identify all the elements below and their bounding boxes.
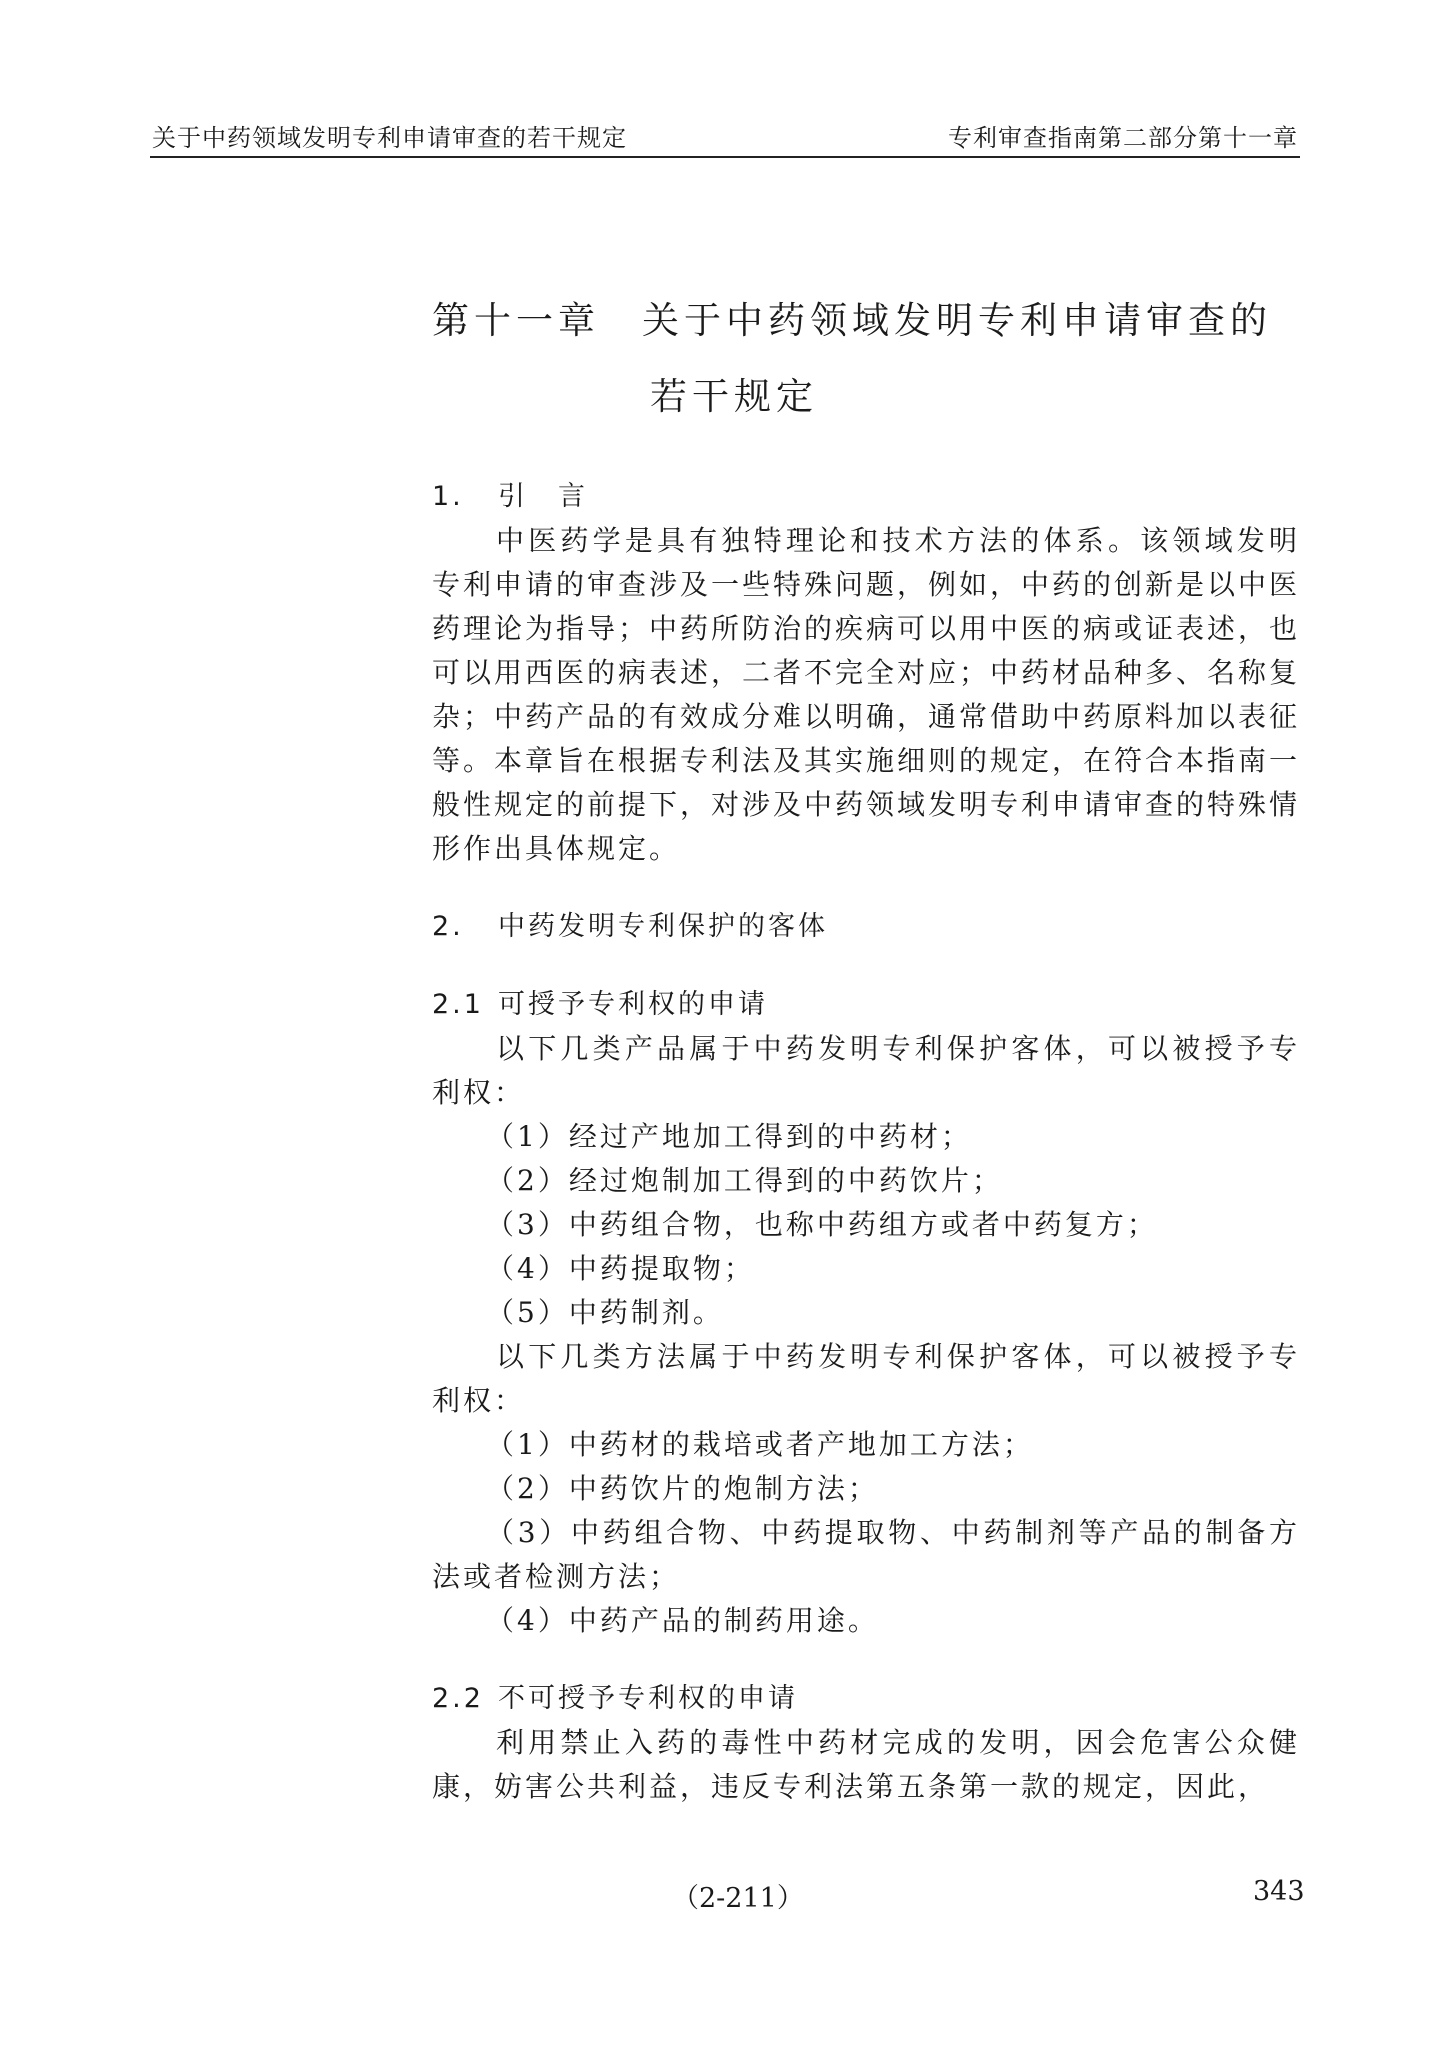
section-2-1-title: 可授予专利权的申请 — [498, 989, 768, 1020]
section-1-paragraph: 中医药学是具有独特理论和技术方法的体系。该领域发明专利申请的审查涉及一些特殊问题，例如，中药的创新是以中医药理论为指导；中药所防治的疾病可以用中医的病或证表述，也可以用西医的病表述，二者不完全对应；中药材品种多、名称复杂；中药产品的有效成分难以明确，通常借助中药原料加以表征等。本章旨在根据专利法及其实施细则的规定，在符合本指南一般性规定的前提下，对涉及中药领域发明专利申请审查的特殊情形作出具体规定。 — [432, 524, 1301, 865]
section-2-2-number: 2.2 — [432, 1683, 484, 1714]
list-item: （3）中药组合物、中药提取物、中药制剂等产品的制备方法或者检测方法； — [432, 1516, 1300, 1593]
list-item: （2）中药饮片的炮制方法； — [486, 1472, 879, 1505]
section-2-1-intro-methods: 以下几类方法属于中药发明专利保护客体，可以被授予专利权： — [432, 1340, 1300, 1417]
section-2-title: 中药发明专利保护的客体 — [498, 911, 828, 942]
section-2-2-title: 不可授予专利权的申请 — [498, 1683, 798, 1714]
header-right-title: 专利审查指南第二部分第十一章 — [948, 124, 1298, 152]
section-2-1-intro-products: 以下几类产品属于中药发明专利保护客体，可以被授予专利权： — [432, 1032, 1300, 1109]
list-item: （5）中药制剂。 — [486, 1296, 724, 1329]
section-2-1-number: 2.1 — [432, 989, 484, 1020]
list-item: （3）中药组合物，也称中药组方或者中药复方； — [486, 1208, 1158, 1241]
body-content — [432, 475, 1300, 1809]
chapter-title-line1 — [432, 290, 1312, 344]
section-2-2-heading — [432, 1677, 1300, 1721]
list-item: （4）中药产品的制药用途。 — [486, 1604, 879, 1637]
chapter-title-line2: 若干规定 — [650, 375, 818, 418]
section-2-number: 2. — [432, 911, 464, 942]
list-item: （4）中药提取物； — [486, 1252, 755, 1285]
chapter-title-text1: 关于中药领域发明专利申请审查的 — [642, 299, 1272, 342]
running-header — [150, 118, 1300, 158]
chapter-number: 第十一章 — [432, 299, 600, 342]
list-item: （2）经过炮制加工得到的中药饮片； — [486, 1164, 1003, 1197]
section-2-heading — [432, 905, 1300, 949]
list-item: （1）经过产地加工得到的中药材； — [486, 1120, 972, 1153]
section-2-1-heading — [432, 983, 1300, 1027]
section-1-number: 1. — [432, 481, 464, 512]
section-2-2-paragraph: 利用禁止入药的毒性中药材完成的发明，因会危害公众健康，妨害公共利益，违反专利法第五条第一款的规定，因此， — [432, 1726, 1300, 1803]
section-1-heading — [432, 475, 1300, 519]
header-left-title: 关于中药领域发明专利申请审查的若干规定 — [152, 124, 627, 152]
list-item: （1）中药材的栽培或者产地加工方法； — [486, 1428, 1034, 1461]
footer-section-code: （2-211） — [672, 1883, 804, 1914]
section-1-title: 引 言 — [498, 481, 588, 512]
page-number: 343 — [1253, 1876, 1305, 1907]
